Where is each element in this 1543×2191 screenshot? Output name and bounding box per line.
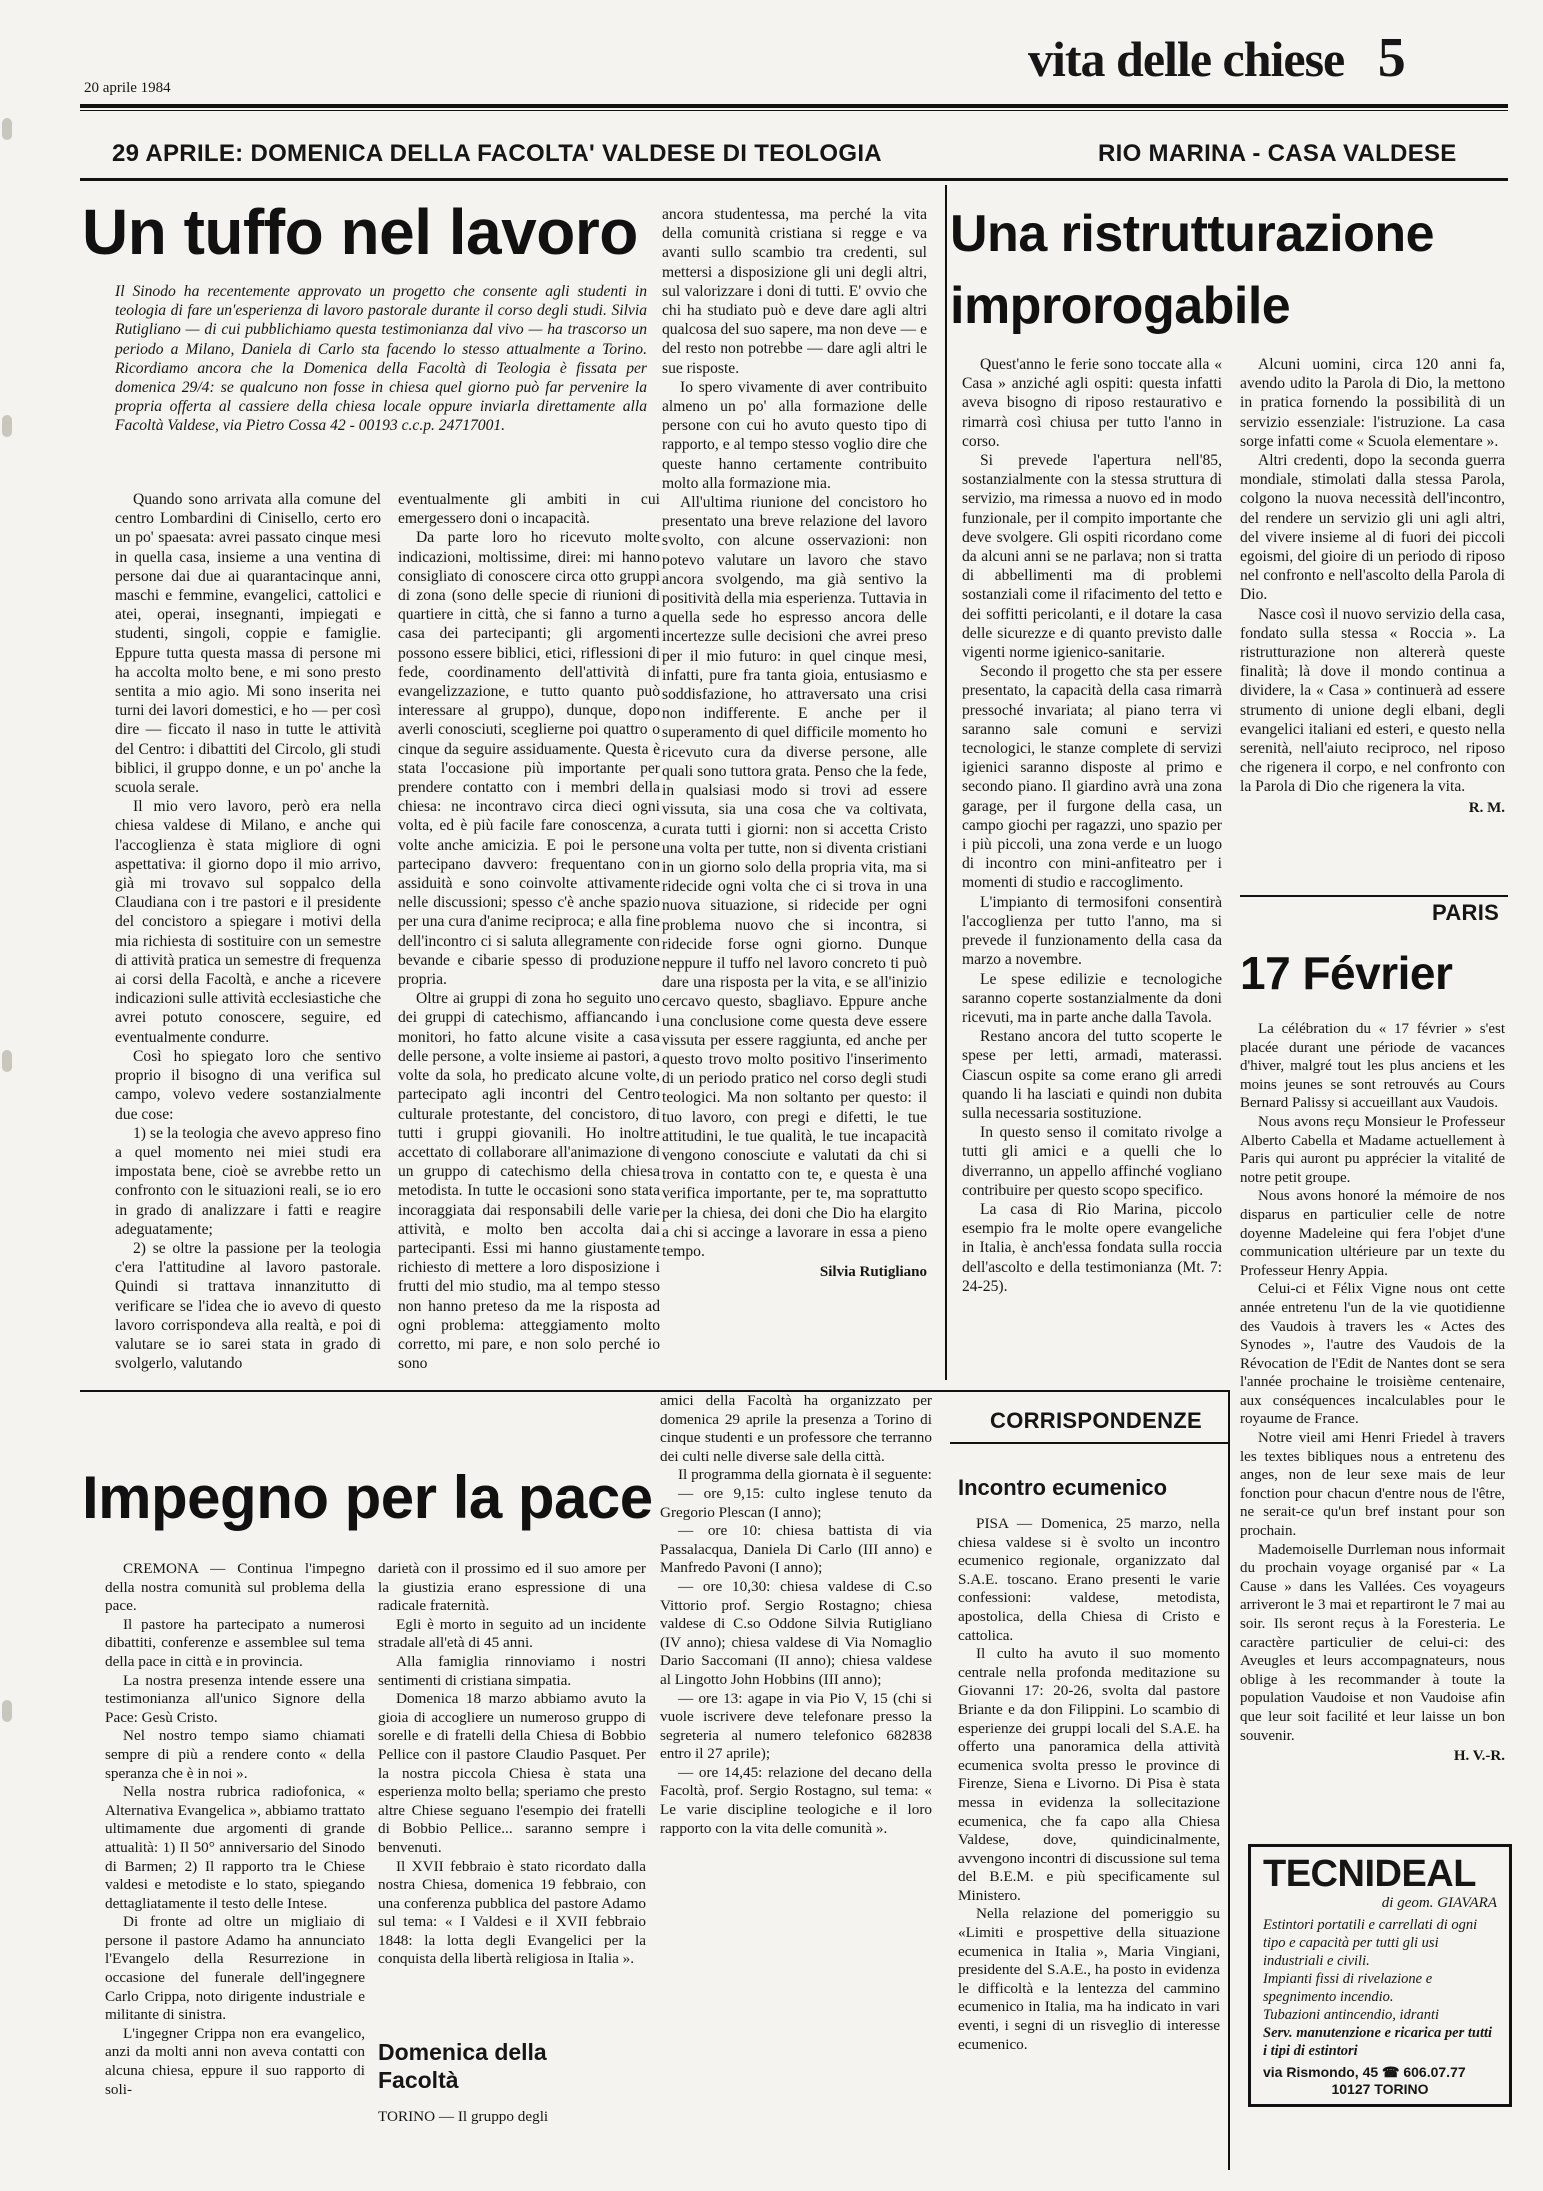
ristrutturazione-signature: R. M. <box>1468 799 1505 816</box>
paragraph: — ore 13: agape in via Pio V, 15 (chi si vuole iscrivere deve telefonare presso la segreteria al numero telefonico 682838 entro il 27 aprile); <box>660 1689 932 1763</box>
pace-column-2 <box>378 1560 646 1969</box>
paragraph: Così ho spiegato loro che sentivo proprio il bisogno di una verifica sul campo, volevo vedere sostanzialmente due cose: <box>115 1047 381 1123</box>
pace-column-3 <box>660 1392 932 1838</box>
paragraph: Egli è morto in seguito ad un incidente stradale all'età di 45 anni. <box>378 1615 646 1652</box>
paragraph: PISA — Domenica, 25 marzo, nella chiesa valdese si è svolto un incontro ecumenico regionale, organizzato dal S.A.E. toscano. Erano presenti le varie confessioni: valdese, metodista, apostolica, della Chiesa di Cristo e cattolica. <box>958 1515 1220 1644</box>
paragraph: Le spese edilizie e tecnologiche saranno coperte sostanzialmente da doni ricevuti, ma in parte anche dalla Tavola. <box>962 970 1222 1026</box>
paragraph: Nous avons honoré la mémoire de nos disparus en particulier celle de notre doyenne Madeleine qui fera l'objet d'une communication ultérieure par un texte du Professeur Henry Appia. <box>1240 1188 1505 1279</box>
ad-subtitle: di geom. GIAVARA <box>1381 1895 1497 1911</box>
paragraph: Domenica 18 marzo abbiamo avuto la gioia di accogliere un numeroso gruppo di sorelle e di fratelli della Chiesa di Bobbio Pellice con il pastore Claudio Pasquet. Per la nostra piccola Chiesa è stata una esperienza molto bella; speriamo che presto altre Chiese seguano l'esempio dei fratelli di Bobbio Pellice... saranno sempre i benvenuti. <box>378 1690 646 1856</box>
paragraph: Restano ancora del tutto scoperte le spese per letti, armadi, materassi. Ciascun ospite sa come erano gli arredi quando li ha lasciati e quindi non dubita sulla necessaria sostituzione. <box>962 1028 1222 1122</box>
paragraph: — ore 10: chiesa battista di via Passalacqua, Daniela Di Carlo (III anno) e Manfredo Pavoni (I anno); <box>660 1522 932 1577</box>
facolta-subtitle: Domenica della Facoltà <box>378 2039 547 2093</box>
section-name: vita delle chiese <box>1028 31 1345 87</box>
ristrutturazione-title-line2: improrogabile <box>950 277 1291 335</box>
paris-title: 17 Février <box>1240 947 1453 999</box>
ristrutturazione-column-2 <box>1240 355 1505 818</box>
kicker-rio-marina: RIO MARINA - CASA VALDESE <box>1098 140 1457 167</box>
ad-line: Tubazioni antincendio, idranti <box>1263 2007 1440 2023</box>
ad-line: Impianti fissi di rivelazione e spegnimento incendio. <box>1263 1971 1433 2005</box>
paragraph: La célébration du « 17 février » s'est placée durant une période de vacances d'hiver, malgré tout les plus anciens et les moins jeunes se sont retrouvés au Cours Bernard Palissy si accueillant aux Vaudois. <box>1240 1021 1505 1112</box>
paragraph: Oltre ai gruppi di zona ho seguito uno dei gruppi di catechismo, affiancando i monitori, ho fatto alcune visite a casa delle persone, a volte insieme ai pastori, a volte da sola, ho predicato alcune volte, partecipato agli incontri del Centro culturale protestante, del concistoro, di tutti i gruppi giovanili. Ho inoltre accettato di collaborare all'animazione di un gruppo di catechismo della chiesa metodista. In tutte le occasioni sono stata incoraggiata dai responsabili delle varie attività, e molto ben accolta dai partecipanti. Essi mi hanno giustamente richiesto di mettere a loro disposizione i frutti del mio studio, ma al tempo stesso non hanno preteso da me la risposta ad ogni problema: atteggiamento molto corretto, mi pare, e non solo perché io sono <box>398 990 660 1373</box>
corrispondenze-rule <box>950 1442 1228 1444</box>
ad-brand: TECNIDEAL <box>1263 1853 1476 1895</box>
paragraph: Mademoiselle Durrleman nous informait du prochain voyage organisé par « La Cause » dans les Vallées. Ces voyageurs arriveront le 3 mai et repartiront le 7 mai au soir. Ils seront reçus à la Foresteria. Le caractère particulier de celui-ci: des Aveugles et leurs accompagnateurs, nous oblige à les recommander à toute la population Vaudoise et non Vaudoise afin que leur soit facilité et leur laisse un bon souvenir. <box>1240 1541 1505 1744</box>
paragraph: — ore 10,30: chiesa valdese di C.so Vittorio prof. Sergio Rostagno; chiesa valdese di C.so Oddone Silvia Rutigliano (IV anno); chiesa valdese di Via Nomaglio Dario Saccomani (II anno); chiesa valdese al Lingotto John Hobbins (III anno); <box>660 1577 932 1688</box>
ecumenico-title: Incontro ecumenico <box>958 1475 1168 1500</box>
paris-text <box>1240 1020 1505 1766</box>
masthead-rule <box>80 104 1508 108</box>
right-column-divider <box>1228 1390 1230 2170</box>
tuffo-column-3 <box>662 205 927 1282</box>
section-title <box>1028 26 1405 90</box>
ristrutturazione-title-line1: Una ristrutturazione <box>950 205 1435 263</box>
kicker-rule <box>80 178 1508 181</box>
page-number: 5 <box>1377 27 1405 89</box>
paragraph: Quest'anno le ferie sono toccate alla « Casa » anziché agli ospiti: questa infatti aveva bisogno di riposo restaurativo e rimarrà così chiusa per tutto l'anno in corso. <box>962 356 1222 450</box>
paragraph: Notre vieil ami Henri Friedel à travers les textes bibliques nous a entretenu des anges, non de leur sexe mais de leur fonction pour chacun d'entre nous de l'être, ne serait-ce qu'un bref instant pour son prochain. <box>1240 1430 1505 1540</box>
paragraph: In questo senso il comitato rivolge a tutti gli amici e a quelli che lo diverranno, un appello affinché vogliano contribuire per questo scopo specifico. <box>962 1124 1222 1199</box>
paragraph: Si prevede l'apertura nell'85, sostanzialmente con la stessa struttura di servizio, ma rimessa a nuovo ed in modo funzionale, per il compito importante che deve svolgere. Gli ospiti ricordano come da alcuni anni se ne parlava; non si tratta di abbellimenti ma di problemi sostanziali come il rifacimento del tetto e dei soffitti pericolanti, e il dotare la casa delle sicurezze e di quanto previsto dalle vigenti norme igienico-sanitarie. <box>962 452 1222 662</box>
ad-line: Estintori portatili e carrellati di ogni tipo e capacità per tutti gli usi industriali e civili. <box>1263 1917 1478 1969</box>
ad-address: via Rismondo, 45 ☎ 606.07.77 <box>1263 2064 1466 2080</box>
paragraph: Io spero vivamente di aver contribuito almeno un po' alla formazione delle persone con cui ho avuto questo tipo di rapporto, e al tempo stesso voglio dire che queste hanno certamente contribuito molto alla formazione mia. <box>662 378 927 492</box>
paragraph: — ore 14,45: relazione del decano della Facoltà, prof. Sergio Rostagno, sul tema: « Le varie discipline teologiche e il loro rapporto con la vita delle comunità ». <box>660 1763 932 1837</box>
paragraph: Nella relazione del pomeriggio su «Limiti e prospettive della situazione ecumenica in Italia », Maria Vingiani, presidente del S.A.E., ha posto in evidenza le difficoltà e la lentezza del cammino ecumenico in Italia, ma ha indicato in vari eventi, i segni di un risveglio di interesse ecumenico. <box>958 1905 1220 2053</box>
paragraph: — ore 9,15: culto inglese tenuto da Gregorio Plescan (I anno); <box>660 1484 932 1521</box>
paragraph: Quando sono arrivata alla comune del centro Lombardini di Cinisello, certo ero un po' spaesata: avrei passato cinque mesi in quella casa, insieme a una ventina di persone dai due ai quarantacinque anni, maschi e femmine, evangelici, cattolici e atei, operai, insegnanti, impiegati e studenti, singoli, coppie e famiglie. Eppure tutta questa massa di persone mi ha accolta molto bene, e mi sono presto sentita a mio agio. Mi sono inserita nei turni dei lavori domestici, e ho — per così dire — ficcato il naso in tutte le attività del Centro: i dibattiti del Circolo, gli studi biblici, il gruppo donne, e un po' anche la scuola serale. <box>115 491 381 797</box>
masthead-rule-thin <box>80 110 1508 111</box>
paragraph: L'impianto di termosifoni consentirà l'accoglienza per tutto l'anno, ma si prevede il funzionamento della casa da marzo a novembre. <box>962 893 1222 969</box>
paragraph: Nous avons reçu Monsieur le Professeur Alberto Cabella et Madame actuellement à Paris qui auront pu apprécier la vitalité de notre petit groupe. <box>1240 1113 1505 1186</box>
ad-line: Serv. manutenzione e ricarica per tutti i tipi di estintori <box>1263 2025 1493 2059</box>
paragraph: L'ingegner Crippa non era evangelico, anzi da molti anni non aveva contatti con alcuna chiesa, eppure il suo rapporto di soli- <box>105 2024 365 2098</box>
paragraph: La casa di Rio Marina, piccolo esempio fra le molte opere evangeliche in Italia, è anch'essa fondata sulla roccia dell'ascolto e della testimonianza (Mt. 7: 24-25). <box>962 1200 1222 1295</box>
paragraph: 1) se la teologia che avevo appreso fino a quel momento nei miei studi era impostata bene, cioè se avrebbe retto un confronto con le situazioni reali, se io ero in grado di analizzare i fatti e reagire adeguatamente; <box>115 1124 381 1238</box>
paragraph: Nella nostra rubrica radiofonica, « Alternativa Evangelica », abbiamo trattato ultimamente due argomenti di grande attualità: 1) Il 50° anniversario del Sinodo di Barmen; 2) Il rapporto tra le Chiese valdesi e metodiste e lo stato, spiegando dettagliatamente il testo delle Intese. <box>105 1783 365 1912</box>
paragraph: Di fronte ad oltre un migliaio di persone il pastore Adamo ha annunciato l'Evangelo della Resurrezione in occasione del funerale dell'ingegnere Carlo Crippa, noto dirigente industriale e militante di sinistra. <box>105 1913 365 2024</box>
tuffo-title: Un tuffo nel lavoro <box>82 196 638 268</box>
paris-kicker: PARIS <box>1432 900 1500 925</box>
paragraph: Il pastore ha partecipato a numerosi dibattiti, conferenze e assemblee sul tema della pace in città e in provincia. <box>105 1615 365 1670</box>
kicker-facolta: 29 APRILE: DOMENICA DELLA FACOLTA' VALDESE DI TEOLOGIA <box>112 140 882 167</box>
paragraph: Alcuni uomini, circa 120 anni fa, avendo udito la Parola di Dio, la mettono in pratica fornendo la possibilità di un servizio essenziale: l'istruzione. La casa sorge infatti come « Scuola elementare ». <box>1240 356 1505 450</box>
issue-date: 20 aprile 1984 <box>84 80 171 96</box>
paragraph: Il mio vero lavoro, però era nella chiesa valdese di Milano, e anche qui l'accoglienza è stata migliore di ogni aspettativa: il giorno dopo il mio arrivo, già mi trovavo sul soppalco della Claudiana con i tre pastori e il presidente del concistoro a spiegare i motivi della mia richiesta di sostituire con un semestre di attività pratica un semestre di frequenza ai corsi della Facoltà, e anche a ricevere indicazioni sulle attività ecclesiastiche che avrei potuto conoscere, seguire, ed eventualmente condurre. <box>115 798 381 1046</box>
tuffo-column-2 <box>398 490 660 1373</box>
paragraph: Secondo il progetto che sta per essere presentato, la capacità della casa rimarrà pressoché invariata; al piano terra vi saranno sale comuni e servizi tecnologici, le stanze complete di servizi igienici saranno disposte al primo e secondo piano. Il giardino avrà una zona garage, per il furgone della casa, un campo giochi per ragazzi, uno spazio per i più piccoli, una zona verde e un luogo di incontro con mini-anfiteatro per i momenti di studio e raccoglimento. <box>962 663 1222 892</box>
ristrutturazione-column-1 <box>962 355 1222 1296</box>
paragraph: 2) se oltre la passione per la teologia c'era l'attitudine al lavoro pastorale. Quindi si trattava innanzitutto di verificare se l'idea che io avevo di questo lavoro corrispondeva alla realtà, e poi di valutare se io sarei stata in grado di svolgerlo, valutando <box>115 1239 381 1373</box>
paragraph: Il culto ha avuto il suo momento centrale nella profonda meditazione su Giovanni 17: 20-26, svolta dal pastore Briante e da don Filippini. Lo scambio di esperienze dei gruppi locali del S.A.E. ha offerto una panoramica della attività ecumenica svolta presso le province di Firenze, Siena e Livorno. Di Pisa è stata messa in evidenza la sollecitazione ecumenica, che fa capo alla Chiesa Valdese, dove, quindicinalmente, avvengono incontri di discussione sul tema del B.E.M. e più specificamente sul Ministero. <box>958 1645 1220 1904</box>
paragraph: Nel nostro tempo siamo chiamati sempre di più a rendere conto « della speranza che è in noi ». <box>105 1727 365 1782</box>
paragraph: Nasce così il nuovo servizio della casa, fondato sulla stessa « Roccia ». La ristrutturazione non altererà queste finalità; là dove il mondo continua a dividere, la « Casa » continuerà ad essere strumento di unione degli elbani, degli evangelici italiani ed esteri, e questo nella serenità, nell'aiuto reciproco, nel riposo che rigenera il corpo, e nel confronto con la Parola di Dio che rigenera la vita. <box>1240 605 1505 796</box>
tuffo-column-1 <box>115 490 381 1373</box>
paris-signature: H. V.-R. <box>1453 1748 1505 1765</box>
paragraph: CREMONA — Continua l'impegno della nostra comunità sul problema della pace. <box>105 1560 365 1615</box>
facolta-lead: TORINO — Il gruppo degli <box>378 2108 549 2125</box>
paragraph: Alla famiglia rinnoviamo i nostri sentimenti di cristiana simpatia. <box>378 1652 646 1689</box>
paragraph: La nostra presenza intende essere una testimonianza all'unico Signore della Pace: Gesù Cristo. <box>105 1671 365 1726</box>
paragraph: ancora studentessa, ma perché la vita della comunità cristiana si regge e va avanti sullo scambio tra credenti, sul mettersi a disposizione gli uni degli altri, sul valorizzare i doni di tutti. E' ovvio che chi ha studiato può e deve dare agli altri qualcosa del suo sapere, ma non deve — e del resto non potrebbe — dare agli altri le sue risposte. <box>662 206 927 377</box>
tuffo-signature: Silvia Rutigliano <box>819 1264 927 1281</box>
paragraph: All'ultima riunione del concistoro ho presentato una breve relazione del lavoro svolto, con alcune osservazioni: non potevo valutare un lavoro che stavo ancora svolgendo, ma già sentivo la positività della mia esperienza. Tuttavia in quella sede ho espresso ancora delle incertezze sulle decisioni che avrei preso per il mio futuro: in quel cinque mesi, infatti, pure fra tanta gioia, entusiasmo e soddisfazione, ho attraversato una crisi non indifferente. E anche per il superamento di quel difficile momento ho ricevuto cura da diverse persone, alle quali sono tuttora grata. Penso che la fede, in qualsiasi modo si trovi ad essere vissuta, sia una cosa che va coltivata, curata tutti i giorni: non si accetta Cristo una volta per tutte, non si diventa cristiani in un giorno solo della propria vita, ma si ridecide ogni volta che ci si trova in una nuova situazione, si ridecide per ogni problema nuovo che si incontra, si ridecide forse ogni giorno. Dunque neppure il tuffo nel lavoro concreto ti può dare una risposta per la vita, e se all'inizio cercavo questo, sbagliavo. Eppure anche una conclusione come questa deve essere vissuta per essere raggiunta, ed anche per questo trovo molto positivo l'inserimento di un periodo pratico nel corso degli studi teologici. Ma non soltanto per questo: il tuo lavoro, con pregi e difetti, le tue attitudini, le tue qualità, le tue incapacità vengono conosciute e valutati da chi si trova in contatto con te, e questa è una verifica importante, per te, ma soprattutto per la chiesa, dei doni che Dio ha elargito a chi si accinge a lavorare in essa a pieno tempo. <box>662 494 927 1260</box>
paragraph: Il programma della giornata è il seguente: <box>678 1466 932 1484</box>
column-divider-top <box>945 185 947 1380</box>
tuffo-intro: Il Sinodo ha recentemente approvato un progetto che consente agli studenti in teologia di fare un'esperienza di lavoro pastorale durante il corso degli studi. Silvia Rutigliano — di cui pubblichiamo questa testimonianza dal vivo — ha trascorso un periodo a Milano, Daniela di Carlo sta facendo lo stesso attualmente a Torino. Ricordiamo ancora che la Domenica della Facoltà di Teologia è fissata per domenica 29/4: se qualcuno non fosse in chiesa quel giorno può far pervenire la propria offerta al cassiere della chiesa locale oppure inviarla direttamente alla Facoltà Valdese, via Pietro Cossa 42 - 00193 c.c.p. 24717001. <box>115 283 647 435</box>
paris-rule <box>1240 895 1508 897</box>
paragraph: Celui-ci et Félix Vigne nous ont cette année entretenu l'un de la vie quotidienne des Vaudois à travers les « Actes des Synodes », l'autre des Vaudois de la Révocation de l'Edit de Nantes dont se sera l'année prochaine le troisième centenaire, aux conséquences incalculables pour le royaume de France. <box>1240 1281 1505 1428</box>
corrispondenze-kicker: CORRISPONDENZE <box>990 1408 1202 1433</box>
ristrutturazione-title <box>950 198 1510 342</box>
tecnideal-ad <box>1248 1844 1512 2107</box>
ad-city: 10127 TORINO <box>1331 2081 1429 2097</box>
ecumenico-text <box>958 1515 1220 2054</box>
paragraph: Da parte loro ho ricevuto molte indicazioni, moltissime, direi: mi hanno consigliato di conoscere circa otto gruppi di zona (sono delle specie di riunioni di quartiere in città, che si fanno a turno a casa dei partecipanti; gli argomenti possono essere biblici, etici, riflessioni di fede, coordinamento dell'attività di evangelizzazione, e tutto quanto può interessare al gruppo), dunque, dopo averli conosciuti, sceglierne poi quattro o cinque da seguire assiduamente. Questa è stata l'occasione più importante per prendere contatto con i membri della chiesa: ne incontravo circa dieci ogni volta, ed è più facile fare conoscenza, a volte anche amicizia. E poi le persone partecipano davvero: frequentano con assiduità e sono coinvolte attivamente nelle discussioni; spesso c'è anche spazio per una cura d'anime reciproca; e alla fine dell'incontro ci si saluta allegramente con bevande e cibarie spesso di produzione propria. <box>398 529 660 989</box>
paragraph: Il XVII febbraio è stato ricordato dalla nostra Chiesa, domenica 19 febbraio, con una conferenza pubblica del pastore Adamo sul tema: « I Valdesi e il XVII febbraio 1848: la lotta degli Evangelici per la conquista della libertà religiosa in Italia ». <box>378 1857 646 1968</box>
lower-section-rule <box>80 1390 1228 1392</box>
paragraph: eventualmente gli ambiti in cui emergessero doni o incapacità. <box>398 491 660 528</box>
pace-column-1 <box>105 1560 365 2099</box>
paragraph: Altri credenti, dopo la seconda guerra mondiale, stimolati dalla stessa Parola, colgono la nuova necessità dell'incontro, del rendere un servizio gli uni agli altri, del vivere insieme al di fuori dei piccoli egoismi, del gioire di un periodo di riposo nel confronto e nell'ascolto della Parola di Dio. <box>1240 452 1505 604</box>
pace-title: Impegno per la pace <box>82 1464 653 1531</box>
paragraph: darietà con il prossimo ed il suo amore per la giustizia erano espressione di una radicale fraternità. <box>378 1560 646 1615</box>
paragraph: amici della Facoltà ha organizzato per domenica 29 aprile la presenza a Torino di cinque studenti e un professore che terranno dei culti nelle diverse sale della città. <box>660 1392 932 1465</box>
